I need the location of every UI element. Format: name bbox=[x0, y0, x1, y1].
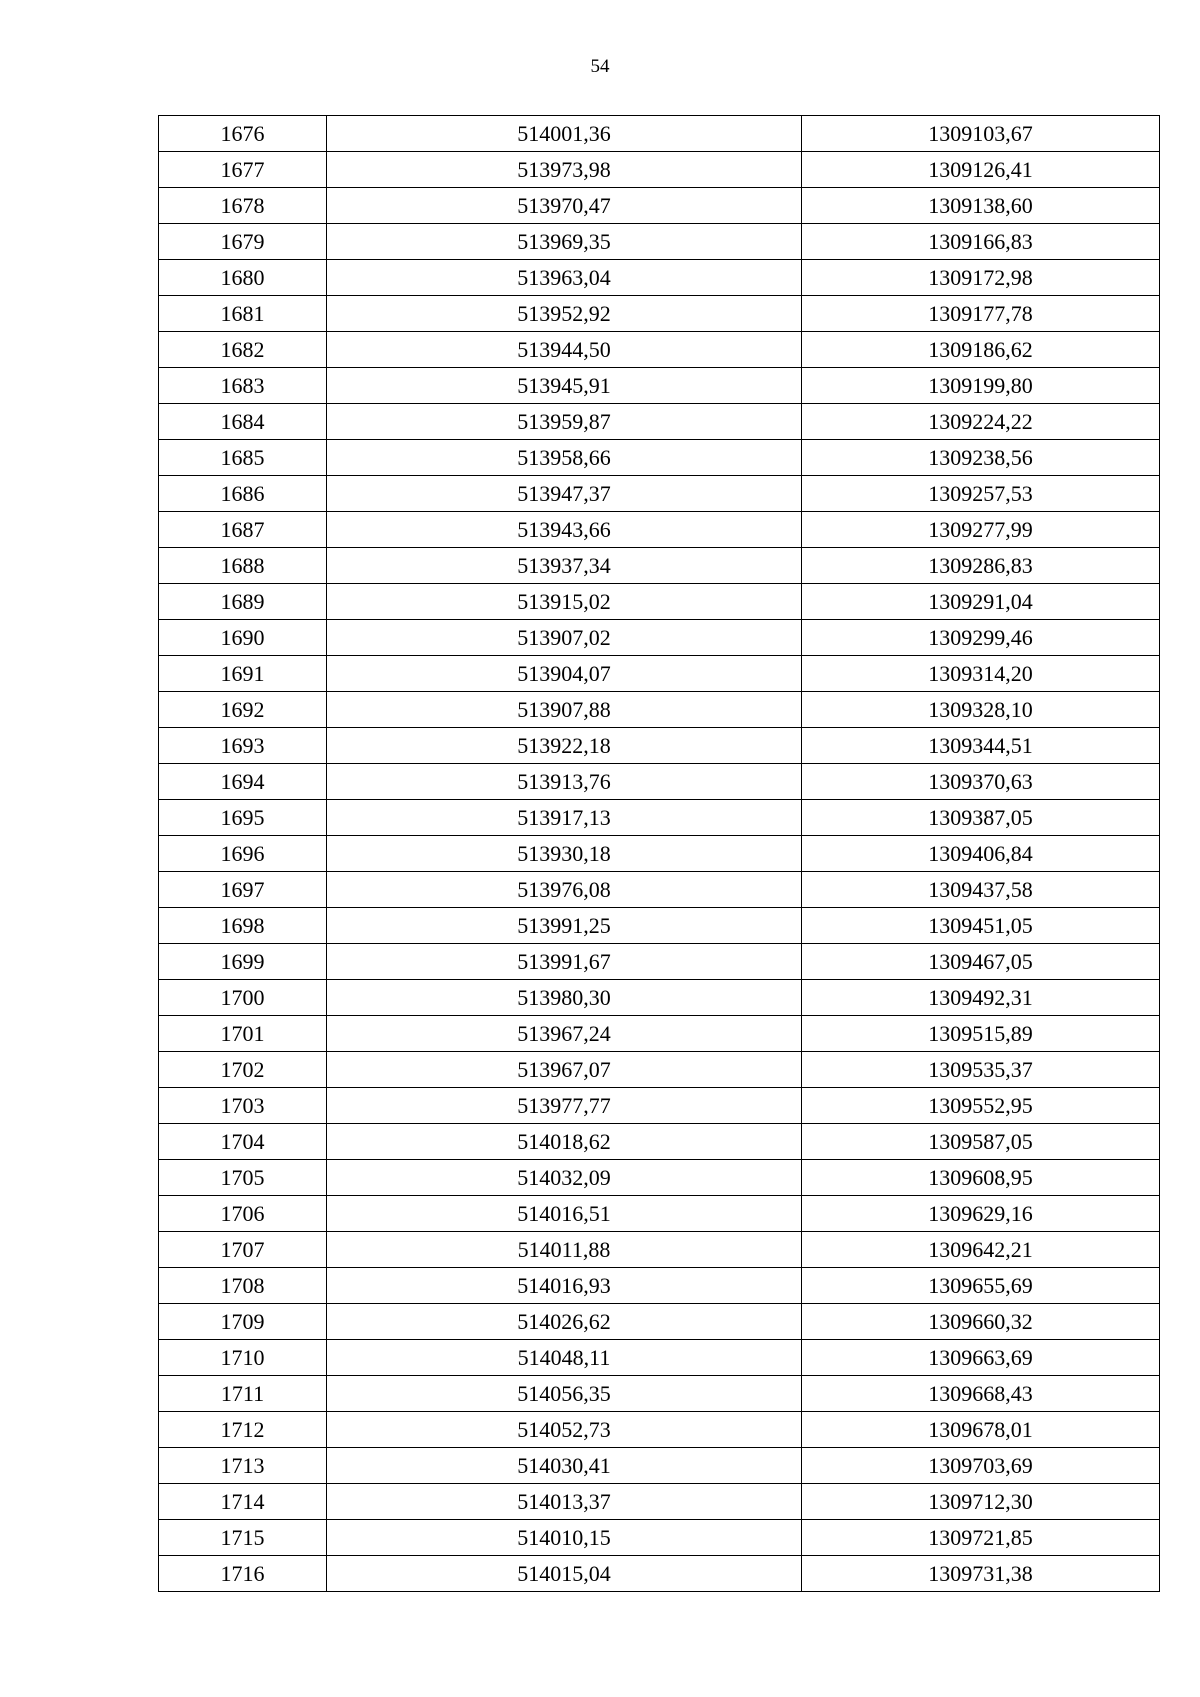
point-number-cell: 1682 bbox=[159, 332, 327, 368]
y-coordinate-cell: 1309721,85 bbox=[802, 1520, 1160, 1556]
table-row bbox=[159, 908, 1160, 944]
y-coordinate-cell: 1309731,38 bbox=[802, 1556, 1160, 1592]
point-number-cell: 1716 bbox=[159, 1556, 327, 1592]
y-coordinate-cell: 1309703,69 bbox=[802, 1448, 1160, 1484]
x-coordinate-cell: 514018,62 bbox=[327, 1124, 802, 1160]
point-number-cell: 1704 bbox=[159, 1124, 327, 1160]
point-number-cell: 1684 bbox=[159, 404, 327, 440]
point-number-cell: 1679 bbox=[159, 224, 327, 260]
point-number-cell: 1710 bbox=[159, 1340, 327, 1376]
table-row bbox=[159, 656, 1160, 692]
table-row bbox=[159, 1556, 1160, 1592]
x-coordinate-cell: 513915,02 bbox=[327, 584, 802, 620]
y-coordinate-cell: 1309172,98 bbox=[802, 260, 1160, 296]
table-row bbox=[159, 1268, 1160, 1304]
table-row bbox=[159, 152, 1160, 188]
point-number-cell: 1693 bbox=[159, 728, 327, 764]
point-number-cell: 1703 bbox=[159, 1088, 327, 1124]
table-row bbox=[159, 764, 1160, 800]
y-coordinate-cell: 1309277,99 bbox=[802, 512, 1160, 548]
x-coordinate-cell: 513937,34 bbox=[327, 548, 802, 584]
x-coordinate-cell: 513947,37 bbox=[327, 476, 802, 512]
x-coordinate-cell: 514030,41 bbox=[327, 1448, 802, 1484]
point-number-cell: 1680 bbox=[159, 260, 327, 296]
point-number-cell: 1707 bbox=[159, 1232, 327, 1268]
y-coordinate-cell: 1309467,05 bbox=[802, 944, 1160, 980]
point-number-cell: 1713 bbox=[159, 1448, 327, 1484]
x-coordinate-cell: 513991,67 bbox=[327, 944, 802, 980]
point-number-cell: 1691 bbox=[159, 656, 327, 692]
table-row bbox=[159, 944, 1160, 980]
y-coordinate-cell: 1309224,22 bbox=[802, 404, 1160, 440]
x-coordinate-cell: 513917,13 bbox=[327, 800, 802, 836]
x-coordinate-cell: 513907,02 bbox=[327, 620, 802, 656]
x-coordinate-cell: 513967,24 bbox=[327, 1016, 802, 1052]
y-coordinate-cell: 1309387,05 bbox=[802, 800, 1160, 836]
table-row bbox=[159, 296, 1160, 332]
y-coordinate-cell: 1309199,80 bbox=[802, 368, 1160, 404]
x-coordinate-cell: 514001,36 bbox=[327, 116, 802, 152]
x-coordinate-cell: 513970,47 bbox=[327, 188, 802, 224]
x-coordinate-cell: 513952,92 bbox=[327, 296, 802, 332]
y-coordinate-cell: 1309712,30 bbox=[802, 1484, 1160, 1520]
table-row bbox=[159, 1124, 1160, 1160]
x-coordinate-cell: 513913,76 bbox=[327, 764, 802, 800]
y-coordinate-cell: 1309177,78 bbox=[802, 296, 1160, 332]
y-coordinate-cell: 1309663,69 bbox=[802, 1340, 1160, 1376]
y-coordinate-cell: 1309451,05 bbox=[802, 908, 1160, 944]
point-number-cell: 1694 bbox=[159, 764, 327, 800]
table-row bbox=[159, 1016, 1160, 1052]
point-number-cell: 1676 bbox=[159, 116, 327, 152]
table-row bbox=[159, 800, 1160, 836]
point-number-cell: 1705 bbox=[159, 1160, 327, 1196]
x-coordinate-cell: 514026,62 bbox=[327, 1304, 802, 1340]
table-row bbox=[159, 728, 1160, 764]
y-coordinate-cell: 1309406,84 bbox=[802, 836, 1160, 872]
point-number-cell: 1701 bbox=[159, 1016, 327, 1052]
table-row bbox=[159, 980, 1160, 1016]
table-row bbox=[159, 1376, 1160, 1412]
table-row bbox=[159, 1160, 1160, 1196]
table-row bbox=[159, 620, 1160, 656]
point-number-cell: 1688 bbox=[159, 548, 327, 584]
x-coordinate-cell: 514016,51 bbox=[327, 1196, 802, 1232]
y-coordinate-cell: 1309552,95 bbox=[802, 1088, 1160, 1124]
y-coordinate-cell: 1309103,67 bbox=[802, 116, 1160, 152]
y-coordinate-cell: 1309344,51 bbox=[802, 728, 1160, 764]
table-row bbox=[159, 1484, 1160, 1520]
x-coordinate-cell: 513976,08 bbox=[327, 872, 802, 908]
table-row bbox=[159, 1340, 1160, 1376]
point-number-cell: 1715 bbox=[159, 1520, 327, 1556]
y-coordinate-cell: 1309291,04 bbox=[802, 584, 1160, 620]
table-row bbox=[159, 1412, 1160, 1448]
x-coordinate-cell: 514013,37 bbox=[327, 1484, 802, 1520]
y-coordinate-cell: 1309186,62 bbox=[802, 332, 1160, 368]
x-coordinate-cell: 513980,30 bbox=[327, 980, 802, 1016]
x-coordinate-cell: 514015,04 bbox=[327, 1556, 802, 1592]
x-coordinate-cell: 513963,04 bbox=[327, 260, 802, 296]
x-coordinate-cell: 513904,07 bbox=[327, 656, 802, 692]
point-number-cell: 1702 bbox=[159, 1052, 327, 1088]
table-row bbox=[159, 1232, 1160, 1268]
table-row bbox=[159, 1196, 1160, 1232]
table-row bbox=[159, 1520, 1160, 1556]
x-coordinate-cell: 513973,98 bbox=[327, 152, 802, 188]
point-number-cell: 1687 bbox=[159, 512, 327, 548]
y-coordinate-cell: 1309370,63 bbox=[802, 764, 1160, 800]
y-coordinate-cell: 1309299,46 bbox=[802, 620, 1160, 656]
point-number-cell: 1685 bbox=[159, 440, 327, 476]
point-number-cell: 1681 bbox=[159, 296, 327, 332]
x-coordinate-cell: 513967,07 bbox=[327, 1052, 802, 1088]
x-coordinate-cell: 513943,66 bbox=[327, 512, 802, 548]
x-coordinate-cell: 513944,50 bbox=[327, 332, 802, 368]
y-coordinate-cell: 1309492,31 bbox=[802, 980, 1160, 1016]
table-row bbox=[159, 872, 1160, 908]
y-coordinate-cell: 1309515,89 bbox=[802, 1016, 1160, 1052]
y-coordinate-cell: 1309535,37 bbox=[802, 1052, 1160, 1088]
point-number-cell: 1689 bbox=[159, 584, 327, 620]
table-row bbox=[159, 224, 1160, 260]
x-coordinate-cell: 513969,35 bbox=[327, 224, 802, 260]
point-number-cell: 1697 bbox=[159, 872, 327, 908]
y-coordinate-cell: 1309678,01 bbox=[802, 1412, 1160, 1448]
y-coordinate-cell: 1309608,95 bbox=[802, 1160, 1160, 1196]
x-coordinate-cell: 513945,91 bbox=[327, 368, 802, 404]
x-coordinate-cell: 514048,11 bbox=[327, 1340, 802, 1376]
point-number-cell: 1692 bbox=[159, 692, 327, 728]
table-row bbox=[159, 440, 1160, 476]
point-number-cell: 1712 bbox=[159, 1412, 327, 1448]
table-row bbox=[159, 836, 1160, 872]
y-coordinate-cell: 1309328,10 bbox=[802, 692, 1160, 728]
x-coordinate-cell: 513977,77 bbox=[327, 1088, 802, 1124]
point-number-cell: 1696 bbox=[159, 836, 327, 872]
table-row bbox=[159, 1304, 1160, 1340]
table-row bbox=[159, 368, 1160, 404]
table-row bbox=[159, 404, 1160, 440]
x-coordinate-cell: 514032,09 bbox=[327, 1160, 802, 1196]
table-row bbox=[159, 332, 1160, 368]
table-row bbox=[159, 1448, 1160, 1484]
table-row bbox=[159, 692, 1160, 728]
y-coordinate-cell: 1309668,43 bbox=[802, 1376, 1160, 1412]
table-row bbox=[159, 512, 1160, 548]
point-number-cell: 1714 bbox=[159, 1484, 327, 1520]
x-coordinate-cell: 514056,35 bbox=[327, 1376, 802, 1412]
table-row bbox=[159, 548, 1160, 584]
y-coordinate-cell: 1309642,21 bbox=[802, 1232, 1160, 1268]
x-coordinate-cell: 513922,18 bbox=[327, 728, 802, 764]
x-coordinate-cell: 514010,15 bbox=[327, 1520, 802, 1556]
y-coordinate-cell: 1309238,56 bbox=[802, 440, 1160, 476]
y-coordinate-cell: 1309660,32 bbox=[802, 1304, 1160, 1340]
table-row bbox=[159, 260, 1160, 296]
y-coordinate-cell: 1309166,83 bbox=[802, 224, 1160, 260]
x-coordinate-cell: 513991,25 bbox=[327, 908, 802, 944]
point-number-cell: 1699 bbox=[159, 944, 327, 980]
point-number-cell: 1706 bbox=[159, 1196, 327, 1232]
y-coordinate-cell: 1309257,53 bbox=[802, 476, 1160, 512]
y-coordinate-cell: 1309655,69 bbox=[802, 1268, 1160, 1304]
y-coordinate-cell: 1309286,83 bbox=[802, 548, 1160, 584]
x-coordinate-cell: 514016,93 bbox=[327, 1268, 802, 1304]
point-number-cell: 1711 bbox=[159, 1376, 327, 1412]
x-coordinate-cell: 513959,87 bbox=[327, 404, 802, 440]
point-number-cell: 1677 bbox=[159, 152, 327, 188]
y-coordinate-cell: 1309138,60 bbox=[802, 188, 1160, 224]
point-number-cell: 1686 bbox=[159, 476, 327, 512]
x-coordinate-cell: 513907,88 bbox=[327, 692, 802, 728]
point-number-cell: 1700 bbox=[159, 980, 327, 1016]
point-number-cell: 1709 bbox=[159, 1304, 327, 1340]
y-coordinate-cell: 1309629,16 bbox=[802, 1196, 1160, 1232]
table-row bbox=[159, 188, 1160, 224]
point-number-cell: 1695 bbox=[159, 800, 327, 836]
table-row bbox=[159, 1052, 1160, 1088]
table-row bbox=[159, 1088, 1160, 1124]
point-number-cell: 1678 bbox=[159, 188, 327, 224]
x-coordinate-cell: 514052,73 bbox=[327, 1412, 802, 1448]
point-number-cell: 1683 bbox=[159, 368, 327, 404]
x-coordinate-cell: 514011,88 bbox=[327, 1232, 802, 1268]
table-row bbox=[159, 116, 1160, 152]
table-row bbox=[159, 584, 1160, 620]
coordinates-table bbox=[158, 115, 1160, 1592]
y-coordinate-cell: 1309314,20 bbox=[802, 656, 1160, 692]
page-number: 54 bbox=[590, 56, 610, 77]
table-row bbox=[159, 476, 1160, 512]
y-coordinate-cell: 1309437,58 bbox=[802, 872, 1160, 908]
coordinates-table-body bbox=[159, 116, 1160, 1592]
point-number-cell: 1690 bbox=[159, 620, 327, 656]
point-number-cell: 1698 bbox=[159, 908, 327, 944]
y-coordinate-cell: 1309126,41 bbox=[802, 152, 1160, 188]
x-coordinate-cell: 513930,18 bbox=[327, 836, 802, 872]
point-number-cell: 1708 bbox=[159, 1268, 327, 1304]
x-coordinate-cell: 513958,66 bbox=[327, 440, 802, 476]
y-coordinate-cell: 1309587,05 bbox=[802, 1124, 1160, 1160]
